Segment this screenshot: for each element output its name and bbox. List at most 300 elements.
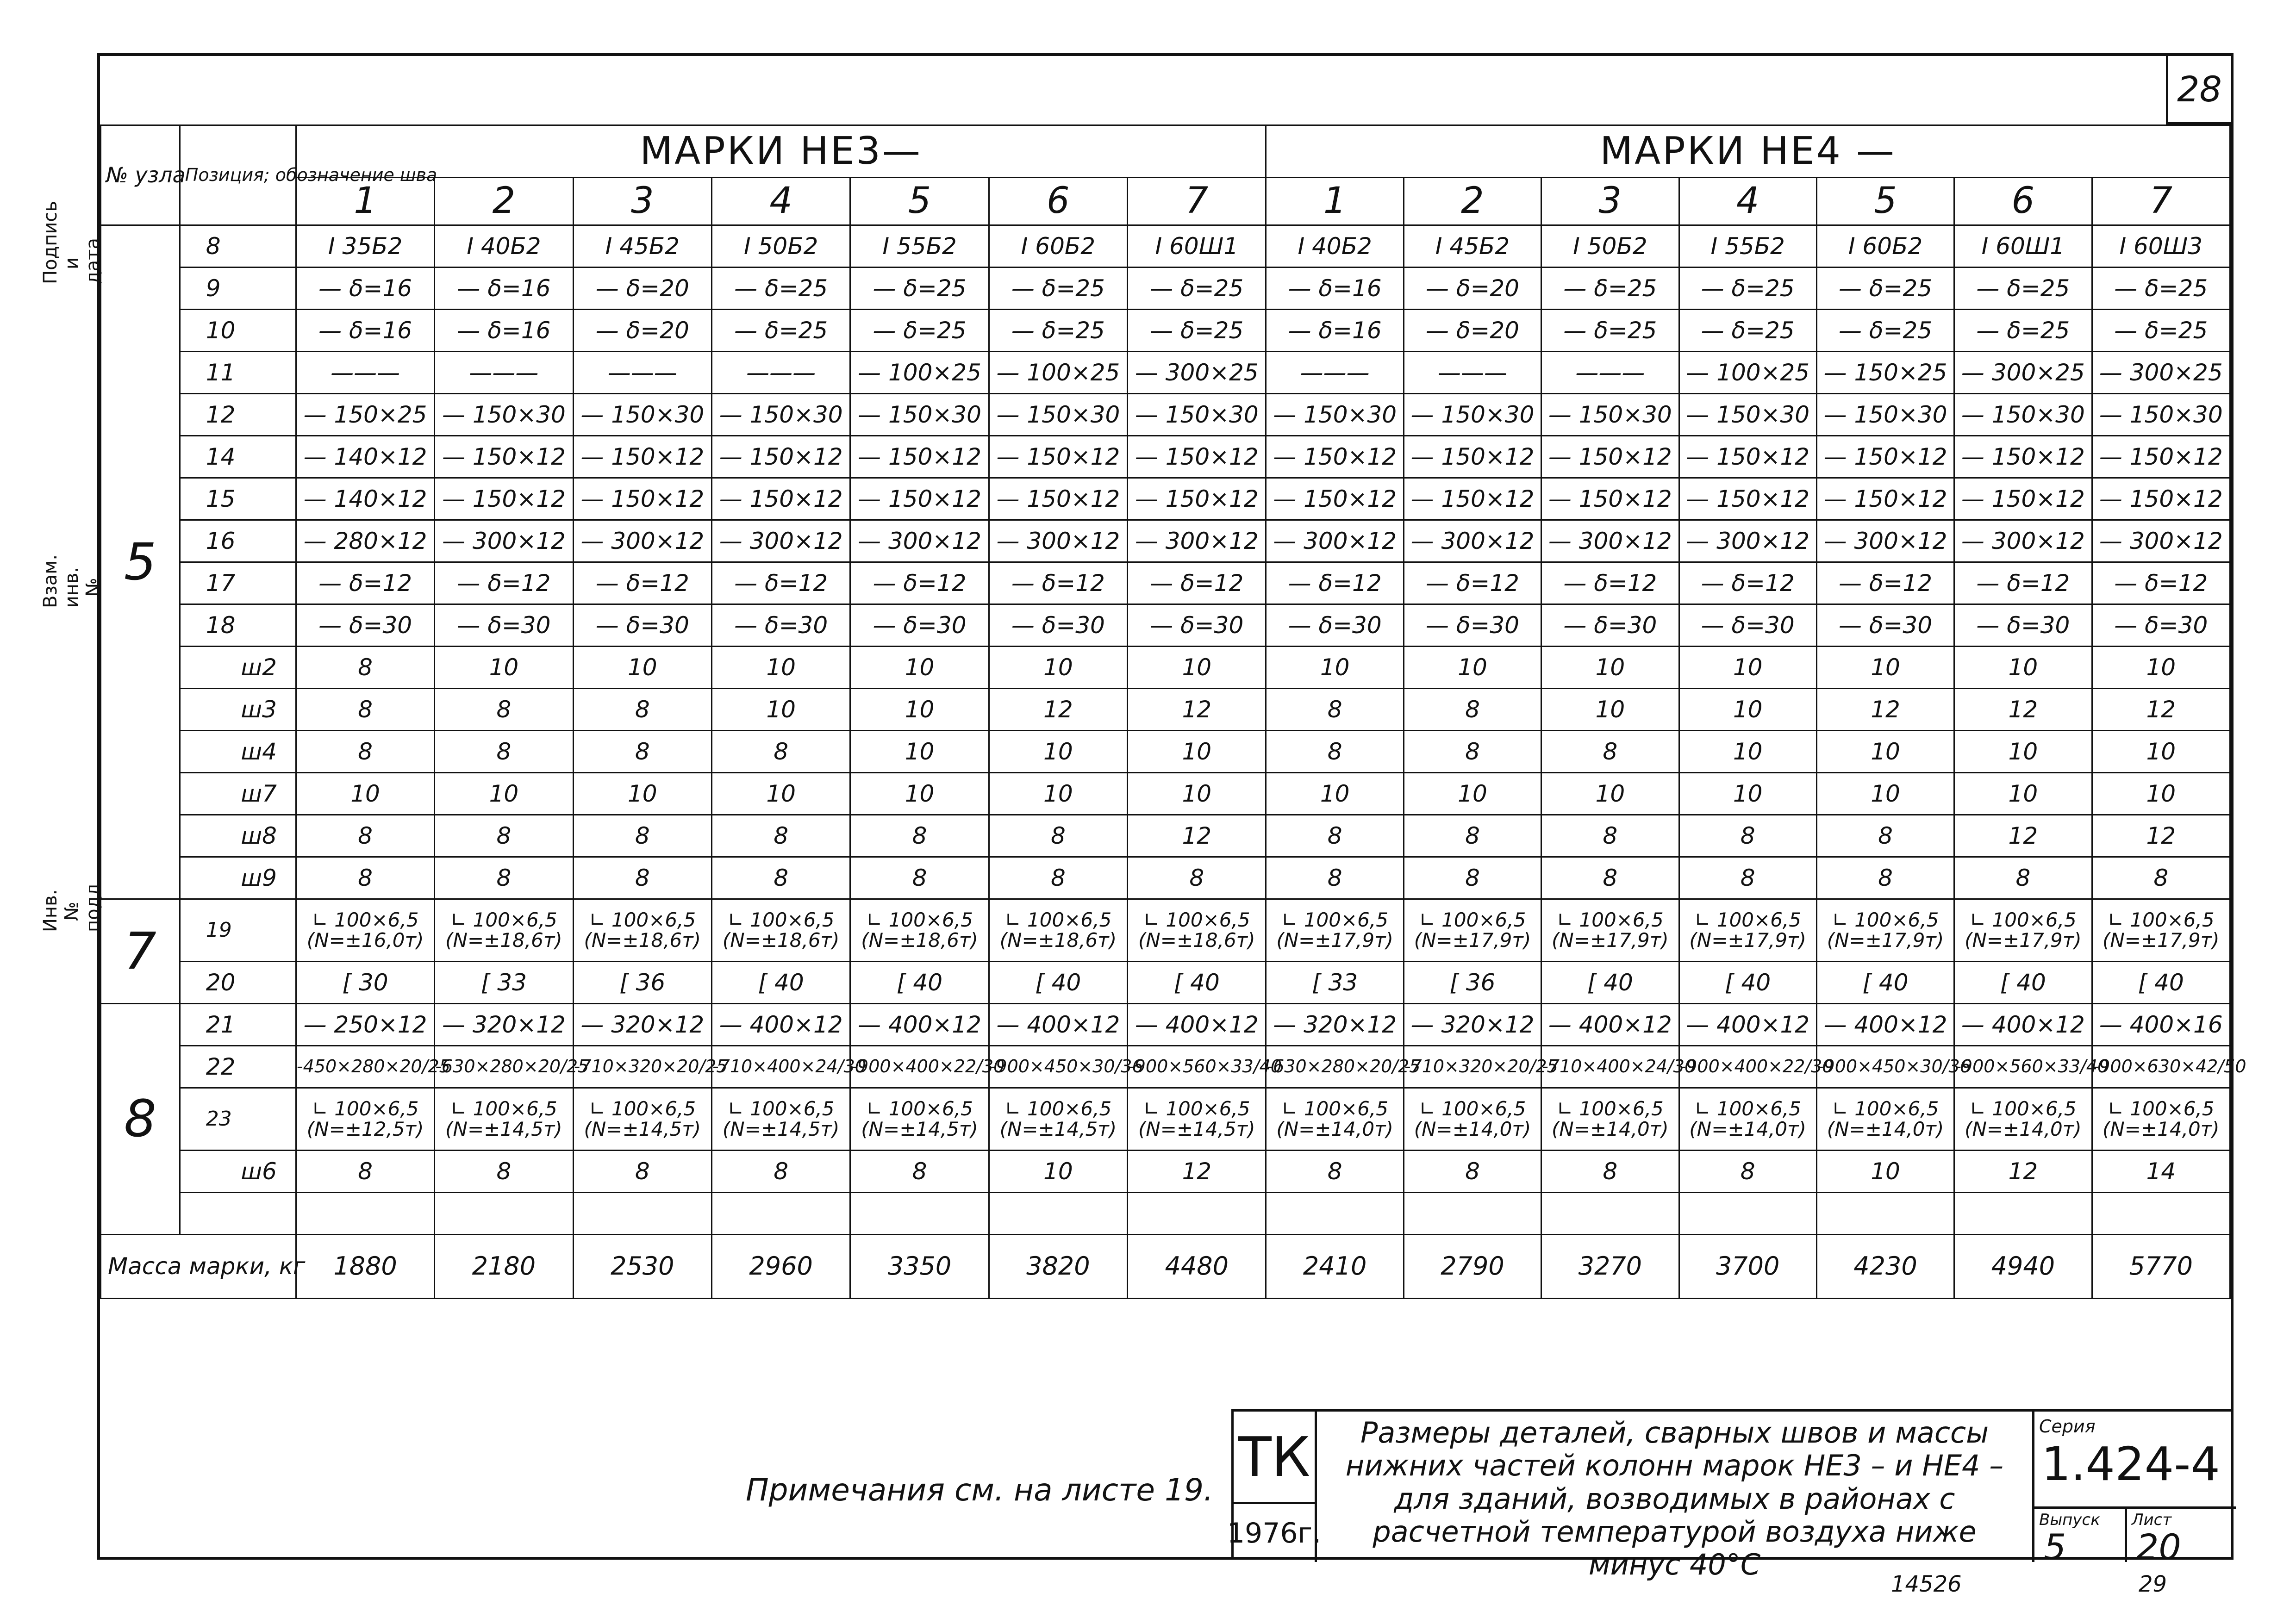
node-number: 7 (101, 899, 180, 1004)
value-cell: 10 (850, 773, 989, 815)
value-cell: 8 (850, 815, 989, 857)
value-cell: ∟ 100×6,5 (N=±14,5т) (850, 1088, 989, 1151)
value-cell (1954, 1193, 2092, 1235)
value-cell: 8 (435, 815, 573, 857)
table-row (101, 268, 2230, 310)
value-cell: 8 (850, 1151, 989, 1193)
value-cell: — 400×16 (2092, 1004, 2230, 1046)
value-cell: — δ=25 (711, 268, 850, 310)
value-cell: I 50Б2 (711, 225, 850, 268)
value-cell: — δ=12 (435, 562, 573, 604)
value-cell: ∟ 100×6,5 (N=±17,9т) (1266, 899, 1404, 962)
position-cell: 23 (180, 1088, 296, 1151)
value-cell: — 400×12 (850, 1004, 989, 1046)
value-cell: — 150×12 (1816, 478, 1954, 520)
mass-value: 4480 (1128, 1235, 1266, 1299)
value-cell: [ 40 (2092, 962, 2230, 1004)
value-cell: — 150×30 (1679, 394, 1816, 436)
value-cell: — δ=30 (1541, 604, 1679, 647)
value-cell: ∟ 100×6,5 (N=±14,5т) (573, 1088, 711, 1151)
value-cell: — δ=30 (1954, 604, 2092, 647)
value-cell: — 400×12 (989, 1004, 1127, 1046)
value-cell: ——— (1266, 352, 1404, 394)
value-cell: [ 33 (435, 962, 573, 1004)
value-cell: — 150×12 (1128, 478, 1266, 520)
mass-value: 3700 (1679, 1235, 1816, 1299)
position-cell: 18 (180, 604, 296, 647)
value-cell: -900×560×33/40 (1954, 1046, 2092, 1088)
value-cell: — 300×12 (850, 520, 989, 562)
value-cell: [ 30 (296, 962, 434, 1004)
value-cell: — 300×12 (1816, 520, 1954, 562)
table-row (101, 1046, 2230, 1088)
table-row (101, 225, 2230, 268)
value-cell: 10 (1541, 773, 1679, 815)
value-cell (573, 1193, 711, 1235)
value-cell: 10 (1128, 647, 1266, 689)
value-cell: — δ=25 (1541, 310, 1679, 352)
value-cell: 8 (296, 857, 434, 899)
value-cell: 10 (1816, 1151, 1954, 1193)
value-cell: 8 (296, 689, 434, 731)
table-row (101, 815, 2230, 857)
value-cell: — δ=20 (1404, 310, 1541, 352)
table-row (101, 604, 2230, 647)
value-cell: 10 (296, 773, 434, 815)
table-row (101, 857, 2230, 899)
value-cell: [ 36 (1404, 962, 1541, 1004)
value-cell: 12 (1128, 689, 1266, 731)
value-cell: — 400×12 (1954, 1004, 2092, 1046)
value-cell: — 150×12 (2092, 478, 2230, 520)
value-cell: 8 (573, 815, 711, 857)
value-cell: ——— (1541, 352, 1679, 394)
value-cell: 10 (1266, 647, 1404, 689)
value-cell: 8 (1816, 857, 1954, 899)
mass-value: 5770 (2092, 1235, 2230, 1299)
value-cell: 8 (1541, 815, 1679, 857)
table-row (101, 899, 2230, 962)
value-cell: 8 (1404, 731, 1541, 773)
value-cell: 10 (1679, 731, 1816, 773)
value-cell: — 300×12 (1679, 520, 1816, 562)
value-cell: 10 (573, 773, 711, 815)
value-cell: ——— (711, 352, 850, 394)
value-cell: ∟ 100×6,5 (N=±14,5т) (711, 1088, 850, 1151)
value-cell: ∟ 100×6,5 (N=±18,6т) (435, 899, 573, 962)
issue-label: Выпуск (2039, 1511, 2100, 1529)
value-cell: 8 (1954, 857, 2092, 899)
value-cell: — δ=20 (1404, 268, 1541, 310)
value-cell: I 60Б2 (989, 225, 1127, 268)
value-cell: — 300×12 (989, 520, 1127, 562)
value-cell: I 40Б2 (1266, 225, 1404, 268)
value-cell: 8 (1266, 815, 1404, 857)
position-cell: ш8 (180, 815, 296, 857)
value-cell (1541, 1193, 1679, 1235)
value-cell: 8 (1541, 1151, 1679, 1193)
position-cell: ш2 (180, 647, 296, 689)
value-cell: — δ=16 (296, 310, 434, 352)
value-cell: ∟ 100×6,5 (N=±14,5т) (1128, 1088, 1266, 1151)
column-header-ne3: 2 (435, 178, 573, 225)
mass-value: 3270 (1541, 1235, 1679, 1299)
value-cell: ∟ 100×6,5 (N=±18,6т) (850, 899, 989, 962)
column-header-ne4: 5 (1816, 178, 1954, 225)
page-number: 28 (2166, 56, 2231, 124)
value-cell (1128, 1193, 1266, 1235)
value-cell: — δ=30 (711, 604, 850, 647)
position-cell: 21 (180, 1004, 296, 1046)
value-cell: ∟ 100×6,5 (N=±12,5т) (296, 1088, 434, 1151)
value-cell: ∟ 100×6,5 (N=±17,9т) (1679, 899, 1816, 962)
value-cell: 8 (711, 815, 850, 857)
value-cell: I 60Ш1 (1128, 225, 1266, 268)
value-cell: 10 (1816, 647, 1954, 689)
value-cell: — 140×12 (296, 478, 434, 520)
value-cell: 10 (1679, 647, 1816, 689)
bottom-page-number: 29 (2139, 1571, 2167, 1597)
value-cell: — δ=25 (1816, 268, 1954, 310)
margin-note: Взам. инв. № (40, 554, 104, 608)
value-cell: — 300×12 (435, 520, 573, 562)
value-cell: -710×400×24/30 (1541, 1046, 1679, 1088)
value-cell: ∟ 100×6,5 (N=±14,0т) (1679, 1088, 1816, 1151)
value-cell: — 300×25 (1954, 352, 2092, 394)
value-cell: 8 (1266, 731, 1404, 773)
value-cell: — δ=25 (1954, 310, 2092, 352)
table-row (101, 773, 2230, 815)
column-header-ne4: 6 (1954, 178, 2092, 225)
value-cell: I 55Б2 (850, 225, 989, 268)
value-cell: I 60Б2 (1816, 225, 1954, 268)
value-cell: — 150×12 (989, 436, 1127, 478)
value-cell: 8 (1679, 857, 1816, 899)
value-cell: — 300×25 (1128, 352, 1266, 394)
value-cell: 8 (435, 857, 573, 899)
table-row (101, 1193, 2230, 1235)
value-cell: 8 (711, 857, 850, 899)
value-cell: — 400×12 (1541, 1004, 1679, 1046)
node-number: 5 (101, 225, 180, 899)
value-cell: 10 (711, 773, 850, 815)
position-cell: 8 (180, 225, 296, 268)
value-cell (850, 1193, 989, 1235)
value-cell: — 150×30 (1404, 394, 1541, 436)
value-cell: — δ=25 (1679, 268, 1816, 310)
value-cell: — δ=25 (850, 268, 989, 310)
value-cell: I 40Б2 (435, 225, 573, 268)
value-cell: — 150×12 (1679, 436, 1816, 478)
value-cell: 10 (989, 773, 1127, 815)
value-cell: 10 (1404, 647, 1541, 689)
value-cell: -630×280×20/25 (435, 1046, 573, 1088)
value-cell: 10 (850, 689, 989, 731)
position-cell: ш9 (180, 857, 296, 899)
value-cell: — 320×12 (1404, 1004, 1541, 1046)
value-cell: 10 (1679, 773, 1816, 815)
value-cell: 8 (1816, 815, 1954, 857)
value-cell: ∟ 100×6,5 (N=±17,9т) (1816, 899, 1954, 962)
value-cell: I 55Б2 (1679, 225, 1816, 268)
group-header-ne4: МАРКИ НЕ4 — (1266, 125, 2230, 178)
value-cell: ∟ 100×6,5 (N=±18,6т) (989, 899, 1127, 962)
mass-value: 2530 (573, 1235, 711, 1299)
node-number-header: № узла (101, 125, 180, 225)
value-cell: — 150×12 (1954, 436, 2092, 478)
value-cell: — δ=30 (1816, 604, 1954, 647)
value-cell: 8 (1128, 857, 1266, 899)
value-cell: -450×280×20/25 (296, 1046, 434, 1088)
value-cell: — δ=16 (296, 268, 434, 310)
value-cell: 8 (296, 815, 434, 857)
value-cell: [ 40 (850, 962, 989, 1004)
value-cell: — 150×30 (435, 394, 573, 436)
value-cell: ∟ 100×6,5 (N=±17,9т) (1954, 899, 2092, 962)
value-cell: ∟ 100×6,5 (N=±18,6т) (573, 899, 711, 962)
value-cell: [ 36 (573, 962, 711, 1004)
value-cell: 8 (1404, 857, 1541, 899)
value-cell: -710×320×20/25 (1404, 1046, 1541, 1088)
value-cell: 10 (2092, 773, 2230, 815)
margin-stamps (40, 201, 104, 1226)
value-cell: 8 (1404, 815, 1541, 857)
table-row (101, 394, 2230, 436)
position-cell: ш7 (180, 773, 296, 815)
value-cell: -900×450×30/36 (1816, 1046, 1954, 1088)
value-cell: — δ=25 (2092, 268, 2230, 310)
value-cell: — 150×12 (989, 478, 1127, 520)
value-cell: I 45Б2 (573, 225, 711, 268)
value-cell: 10 (2092, 731, 2230, 773)
value-cell: — 150×12 (850, 478, 989, 520)
value-cell: — 300×25 (2092, 352, 2230, 394)
column-header-ne3: 4 (711, 178, 850, 225)
value-cell: — 400×12 (1679, 1004, 1816, 1046)
table-row (101, 731, 2230, 773)
value-cell: 10 (1816, 731, 1954, 773)
value-cell: 10 (1679, 689, 1816, 731)
value-cell: — δ=25 (1816, 310, 1954, 352)
value-cell: — δ=16 (435, 310, 573, 352)
value-cell: 8 (435, 731, 573, 773)
value-cell: ∟ 100×6,5 (N=±16,0т) (296, 899, 434, 962)
value-cell: ∟ 100×6,5 (N=±17,9т) (2092, 899, 2230, 962)
value-cell: — 300×12 (1128, 520, 1266, 562)
value-cell: — δ=16 (1266, 268, 1404, 310)
table-row (101, 1088, 2230, 1151)
column-header-ne3: 3 (573, 178, 711, 225)
value-cell: — 150×12 (435, 478, 573, 520)
value-cell: 8 (296, 1151, 434, 1193)
value-cell: 8 (1541, 857, 1679, 899)
mass-value: 2960 (711, 1235, 850, 1299)
value-cell: [ 40 (989, 962, 1127, 1004)
value-cell: I 35Б2 (296, 225, 434, 268)
value-cell: ∟ 100×6,5 (N=±14,0т) (1541, 1088, 1679, 1151)
value-cell: 8 (1266, 1151, 1404, 1193)
value-cell: 10 (1954, 731, 2092, 773)
value-cell (1679, 1193, 1816, 1235)
value-cell: — 150×12 (1541, 478, 1679, 520)
value-cell: — δ=30 (2092, 604, 2230, 647)
value-cell: — 320×12 (1266, 1004, 1404, 1046)
value-cell: — δ=12 (1541, 562, 1679, 604)
value-cell: 12 (1954, 815, 2092, 857)
value-cell: — 400×12 (711, 1004, 850, 1046)
value-cell: ——— (296, 352, 434, 394)
value-cell: — 100×25 (1679, 352, 1816, 394)
value-cell (296, 1193, 434, 1235)
mass-row (101, 1235, 2230, 1299)
value-cell: — 150×30 (711, 394, 850, 436)
position-cell: 17 (180, 562, 296, 604)
value-cell: — 300×12 (1404, 520, 1541, 562)
value-cell: — 150×12 (2092, 436, 2230, 478)
position-cell: 16 (180, 520, 296, 562)
value-cell: — δ=16 (1266, 310, 1404, 352)
value-cell: — 300×12 (711, 520, 850, 562)
position-cell: 14 (180, 436, 296, 478)
value-cell: 10 (1404, 773, 1541, 815)
value-cell: 12 (1954, 1151, 2092, 1193)
value-cell: 10 (573, 647, 711, 689)
sheet-box (2127, 1506, 2236, 1568)
table-row (101, 647, 2230, 689)
value-cell: -900×630×42/50 (2092, 1046, 2230, 1088)
mass-value: 1880 (296, 1235, 434, 1299)
value-cell: ∟ 100×6,5 (N=±14,0т) (1954, 1088, 2092, 1151)
value-cell: — 150×30 (2092, 394, 2230, 436)
value-cell: I 50Б2 (1541, 225, 1679, 268)
value-cell: [ 40 (1954, 962, 2092, 1004)
position-header: Позиция; обозначение шва (180, 125, 296, 225)
value-cell: -900×560×33/40 (1128, 1046, 1266, 1088)
value-cell: ——— (1404, 352, 1541, 394)
value-cell: — 320×12 (573, 1004, 711, 1046)
issue-box (2034, 1506, 2127, 1568)
value-cell: 8 (573, 731, 711, 773)
value-cell: — 100×25 (989, 352, 1127, 394)
value-cell (2092, 1193, 2230, 1235)
value-cell: 10 (435, 773, 573, 815)
value-cell: ∟ 100×6,5 (N=±14,5т) (435, 1088, 573, 1151)
value-cell: 8 (573, 1151, 711, 1193)
value-cell: [ 33 (1266, 962, 1404, 1004)
value-cell: 8 (435, 689, 573, 731)
value-cell: — 150×12 (1816, 436, 1954, 478)
value-cell: — δ=12 (573, 562, 711, 604)
value-cell: — 300×12 (1266, 520, 1404, 562)
value-cell: — δ=25 (1679, 310, 1816, 352)
value-cell: — δ=25 (989, 268, 1127, 310)
value-cell: 8 (1404, 1151, 1541, 1193)
value-cell: 10 (850, 731, 989, 773)
sheet-label: Лист (2132, 1511, 2172, 1529)
value-cell: ∟ 100×6,5 (N=±17,9т) (1404, 899, 1541, 962)
value-cell: — 150×25 (296, 394, 434, 436)
mass-label: Масса марки, кг (101, 1235, 296, 1299)
value-cell: -710×320×20/25 (573, 1046, 711, 1088)
value-cell: — δ=25 (850, 310, 989, 352)
value-cell: — δ=30 (1404, 604, 1541, 647)
position-cell: 15 (180, 478, 296, 520)
table-row (101, 962, 2230, 1004)
value-cell (989, 1193, 1127, 1235)
mass-value: 2410 (1266, 1235, 1404, 1299)
column-header-ne4: 7 (2092, 178, 2230, 225)
value-cell: — 150×30 (1541, 394, 1679, 436)
value-cell (1404, 1193, 1541, 1235)
value-cell: — 150×12 (573, 478, 711, 520)
value-cell: — δ=30 (573, 604, 711, 647)
value-cell: [ 40 (711, 962, 850, 1004)
value-cell: ∟ 100×6,5 (N=±14,0т) (2092, 1088, 2230, 1151)
value-cell: — 150×12 (711, 436, 850, 478)
value-cell: 12 (1816, 689, 1954, 731)
value-cell: — 100×25 (850, 352, 989, 394)
node-number: 8 (101, 1004, 180, 1235)
value-cell (1816, 1193, 1954, 1235)
value-cell: — 150×12 (1404, 436, 1541, 478)
value-cell: 8 (1541, 731, 1679, 773)
value-cell: — 150×12 (1128, 436, 1266, 478)
position-cell: 22 (180, 1046, 296, 1088)
value-cell: — 150×30 (573, 394, 711, 436)
value-cell: 12 (1128, 815, 1266, 857)
position-cell: 9 (180, 268, 296, 310)
value-cell: ∟ 100×6,5 (N=±14,0т) (1404, 1088, 1541, 1151)
drawing-sheet (97, 53, 2246, 1560)
value-cell: — 150×12 (1266, 436, 1404, 478)
value-cell: -630×280×20/25 (1266, 1046, 1404, 1088)
margin-note: Инв. № подл. (40, 878, 104, 932)
value-cell: — δ=30 (435, 604, 573, 647)
value-cell: 10 (1954, 647, 2092, 689)
value-cell: 12 (989, 689, 1127, 731)
value-cell: 12 (2092, 815, 2230, 857)
value-cell: — 150×12 (1954, 478, 2092, 520)
value-cell: — δ=12 (1266, 562, 1404, 604)
value-cell: — δ=12 (296, 562, 434, 604)
sheet-number: 20 (2136, 1526, 2181, 1568)
value-cell: 12 (1128, 1151, 1266, 1193)
value-cell: — δ=12 (1954, 562, 2092, 604)
value-cell: — δ=12 (850, 562, 989, 604)
sheet-title: Размеры деталей, сварных швов и массы нижних частей колонн марок НЕ3 – и НЕ4 – для зданий, возводимых в районах с расчетной температурой воздуха ниже минус 40°С (1317, 1412, 2034, 1562)
mass-value: 4940 (1954, 1235, 2092, 1299)
value-cell: — 150×30 (1816, 394, 1954, 436)
position-cell: ш3 (180, 689, 296, 731)
value-cell: — δ=30 (1679, 604, 1816, 647)
column-header-ne4: 1 (1266, 178, 1404, 225)
value-cell: 8 (989, 857, 1127, 899)
margin-note: Подпись и дата (40, 201, 104, 284)
value-cell: ∟ 100×6,5 (N=±14,5т) (989, 1088, 1127, 1151)
value-cell: -900×400×22/30 (850, 1046, 989, 1088)
column-header-ne4: 4 (1679, 178, 1816, 225)
series-number: 1.424-4 (2041, 1437, 2220, 1491)
value-cell: — δ=12 (711, 562, 850, 604)
value-cell (1266, 1193, 1404, 1235)
value-cell: — δ=25 (2092, 310, 2230, 352)
mass-value: 2180 (435, 1235, 573, 1299)
value-cell: — δ=30 (850, 604, 989, 647)
value-cell: ∟ 100×6,5 (N=±18,6т) (1128, 899, 1266, 962)
value-cell: 8 (1266, 689, 1404, 731)
column-header-ne4: 3 (1541, 178, 1679, 225)
value-cell: [ 40 (1816, 962, 1954, 1004)
